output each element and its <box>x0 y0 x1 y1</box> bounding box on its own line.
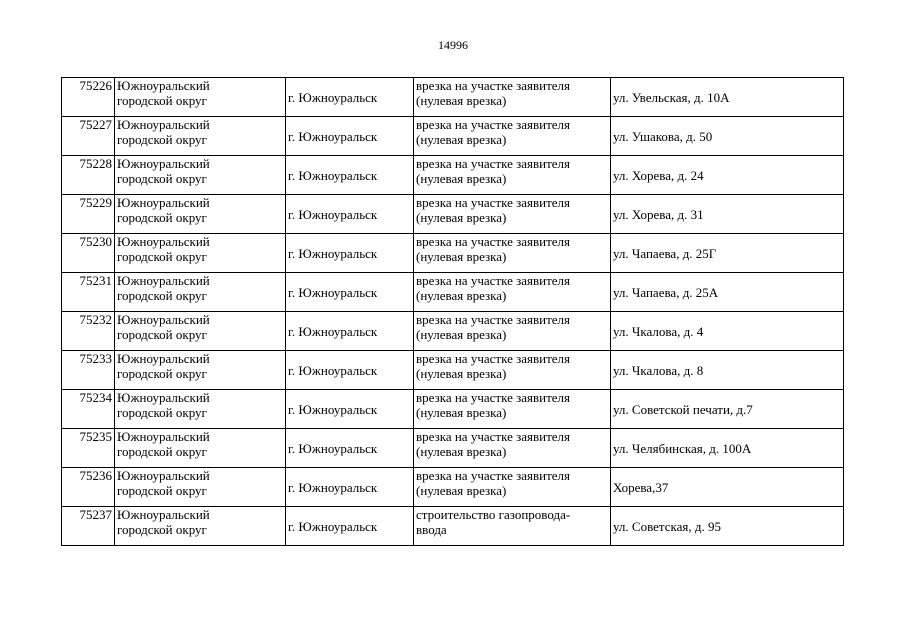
address: ул. Чкалова, д. 8 <box>613 362 704 378</box>
district-line: городской округ <box>117 366 207 381</box>
work-type-cell <box>414 507 611 546</box>
address: ул. Челябинская, д. 100А <box>613 440 752 456</box>
district-line: городской округ <box>117 327 207 342</box>
district-line: Южноуральский <box>117 390 210 405</box>
work-type-cell <box>414 117 611 156</box>
city-name: г. Южноуральск <box>288 479 378 495</box>
district-line: городской округ <box>117 93 207 108</box>
work-type-line: (нулевая врезка) <box>416 366 507 381</box>
record-number-cell <box>62 195 115 234</box>
address-cell <box>611 234 844 273</box>
table-row <box>62 351 844 390</box>
district-line: Южноуральский <box>117 78 210 93</box>
work-type-line: (нулевая врезка) <box>416 210 507 225</box>
district-line: городской округ <box>117 522 207 537</box>
record-number-cell <box>62 312 115 351</box>
city-cell <box>286 507 414 546</box>
work-type-cell <box>414 195 611 234</box>
work-type-line: врезка на участке заявителя <box>416 390 570 405</box>
page-number: 14996 <box>438 38 468 52</box>
district-line: Южноуральский <box>117 351 210 366</box>
table-row <box>62 195 844 234</box>
address: Хорева,37 <box>613 479 669 495</box>
city-cell <box>286 390 414 429</box>
table-row <box>62 312 844 351</box>
city-cell <box>286 195 414 234</box>
table-row <box>62 234 844 273</box>
record-number: 75231 <box>79 273 112 288</box>
table-body <box>62 78 844 546</box>
work-type-cell <box>414 78 611 117</box>
city-cell <box>286 78 414 117</box>
city-name: г. Южноуральск <box>288 440 378 456</box>
record-number-cell <box>62 78 115 117</box>
work-type-cell <box>414 351 611 390</box>
address-cell <box>611 507 844 546</box>
work-type-line: (нулевая врезка) <box>416 93 507 108</box>
city-name: г. Южноуральск <box>288 284 378 300</box>
city-name: г. Южноуральск <box>288 362 378 378</box>
work-type-line: врезка на участке заявителя <box>416 156 570 171</box>
record-number: 75226 <box>79 78 112 93</box>
city-cell <box>286 429 414 468</box>
city-cell <box>286 156 414 195</box>
work-type-line: врезка на участке заявителя <box>416 273 570 288</box>
work-type-line: врезка на участке заявителя <box>416 117 570 132</box>
district-line: городской округ <box>117 483 207 498</box>
district-line: городской округ <box>117 132 207 147</box>
work-type-line: врезка на участке заявителя <box>416 78 570 93</box>
district-cell <box>115 273 286 312</box>
work-type-cell <box>414 234 611 273</box>
district-cell <box>115 390 286 429</box>
address: ул. Чапаева, д. 25А <box>613 284 719 300</box>
record-number: 75227 <box>79 117 112 132</box>
record-number-cell <box>62 117 115 156</box>
district-cell <box>115 78 286 117</box>
district-line: городской округ <box>117 405 207 420</box>
work-type-cell <box>414 429 611 468</box>
city-name: г. Южноуральск <box>288 323 378 339</box>
district-line: Южноуральский <box>117 429 210 444</box>
record-number: 75232 <box>79 312 112 327</box>
city-name: г. Южноуральск <box>288 167 378 183</box>
table-row <box>62 117 844 156</box>
record-number: 75237 <box>79 507 112 522</box>
work-type-line: врезка на участке заявителя <box>416 234 570 249</box>
city-name: г. Южноуральск <box>288 401 378 417</box>
address: ул. Советская, д. 95 <box>613 518 722 534</box>
record-number: 75230 <box>79 234 112 249</box>
city-cell <box>286 468 414 507</box>
district-cell <box>115 195 286 234</box>
record-number-cell <box>62 429 115 468</box>
district-cell <box>115 234 286 273</box>
work-type-line: (нулевая врезка) <box>416 171 507 186</box>
table-row <box>62 429 844 468</box>
district-line: Южноуральский <box>117 273 210 288</box>
address: ул. Хорева, д. 31 <box>613 206 704 222</box>
table-row <box>62 156 844 195</box>
district-line: городской округ <box>117 171 207 186</box>
city-cell <box>286 351 414 390</box>
address: ул. Увельская, д. 10А <box>613 89 730 105</box>
record-number: 75234 <box>79 390 112 405</box>
work-type-line: врезка на участке заявителя <box>416 195 570 210</box>
district-cell <box>115 468 286 507</box>
district-cell <box>115 429 286 468</box>
record-number: 75235 <box>79 429 112 444</box>
district-line: городской округ <box>117 249 207 264</box>
city-name: г. Южноуральск <box>288 518 378 534</box>
address-cell <box>611 390 844 429</box>
work-type-line: врезка на участке заявителя <box>416 351 570 366</box>
district-cell <box>115 507 286 546</box>
work-type-line: врезка на участке заявителя <box>416 312 570 327</box>
district-line: Южноуральский <box>117 312 210 327</box>
district-cell <box>115 117 286 156</box>
record-number-cell <box>62 273 115 312</box>
address: ул. Советской печати, д.7 <box>613 401 753 417</box>
address-cell <box>611 468 844 507</box>
address-cell <box>611 78 844 117</box>
district-line: городской округ <box>117 288 207 303</box>
work-type-line: (нулевая врезка) <box>416 405 507 420</box>
city-cell <box>286 312 414 351</box>
record-number-cell <box>62 156 115 195</box>
record-number-cell <box>62 468 115 507</box>
address-cell <box>611 429 844 468</box>
work-type-line: (нулевая врезка) <box>416 444 507 459</box>
city-cell <box>286 273 414 312</box>
address: ул. Ушакова, д. 50 <box>613 128 713 144</box>
district-line: Южноуральский <box>117 156 210 171</box>
work-type-line: строительство газопровода- <box>416 507 571 522</box>
table-row <box>62 468 844 507</box>
work-type-line: (нулевая врезка) <box>416 288 507 303</box>
address: ул. Хорева, д. 24 <box>613 167 704 183</box>
record-number-cell <box>62 390 115 429</box>
record-number: 75233 <box>79 351 112 366</box>
district-line: Южноуральский <box>117 234 210 249</box>
work-type-line: (нулевая врезка) <box>416 327 507 342</box>
work-type-line: ввода <box>416 522 447 537</box>
address-cell <box>611 312 844 351</box>
district-line: городской округ <box>117 444 207 459</box>
address: ул. Чкалова, д. 4 <box>613 323 704 339</box>
city-name: г. Южноуральск <box>288 206 378 222</box>
work-type-cell <box>414 468 611 507</box>
district-line: Южноуральский <box>117 507 210 522</box>
district-cell <box>115 156 286 195</box>
work-type-line: (нулевая врезка) <box>416 483 507 498</box>
work-type-line: (нулевая врезка) <box>416 249 507 264</box>
address-cell <box>611 156 844 195</box>
city-cell <box>286 234 414 273</box>
district-line: городской округ <box>117 210 207 225</box>
table-row <box>62 273 844 312</box>
address-cell <box>611 117 844 156</box>
gas-connection-table <box>61 77 844 546</box>
work-type-cell <box>414 390 611 429</box>
district-cell <box>115 351 286 390</box>
district-line: Южноуральский <box>117 195 210 210</box>
work-type-cell <box>414 273 611 312</box>
record-number-cell <box>62 507 115 546</box>
record-number: 75236 <box>79 468 112 483</box>
record-number: 75228 <box>79 156 112 171</box>
record-number-cell <box>62 351 115 390</box>
work-type-line: врезка на участке заявителя <box>416 468 570 483</box>
address: ул. Чапаева, д. 25Г <box>613 245 717 261</box>
city-cell <box>286 117 414 156</box>
city-name: г. Южноуральск <box>288 128 378 144</box>
work-type-cell <box>414 156 611 195</box>
work-type-line: врезка на участке заявителя <box>416 429 570 444</box>
address-cell <box>611 195 844 234</box>
address-cell <box>611 351 844 390</box>
table-row <box>62 390 844 429</box>
district-line: Южноуральский <box>117 117 210 132</box>
city-name: г. Южноуральск <box>288 89 378 105</box>
district-cell <box>115 312 286 351</box>
table-row <box>62 78 844 117</box>
record-number-cell <box>62 234 115 273</box>
city-name: г. Южноуральск <box>288 245 378 261</box>
work-type-line: (нулевая врезка) <box>416 132 507 147</box>
district-line: Южноуральский <box>117 468 210 483</box>
table-row <box>62 507 844 546</box>
record-number: 75229 <box>79 195 112 210</box>
address-cell <box>611 273 844 312</box>
work-type-cell <box>414 312 611 351</box>
